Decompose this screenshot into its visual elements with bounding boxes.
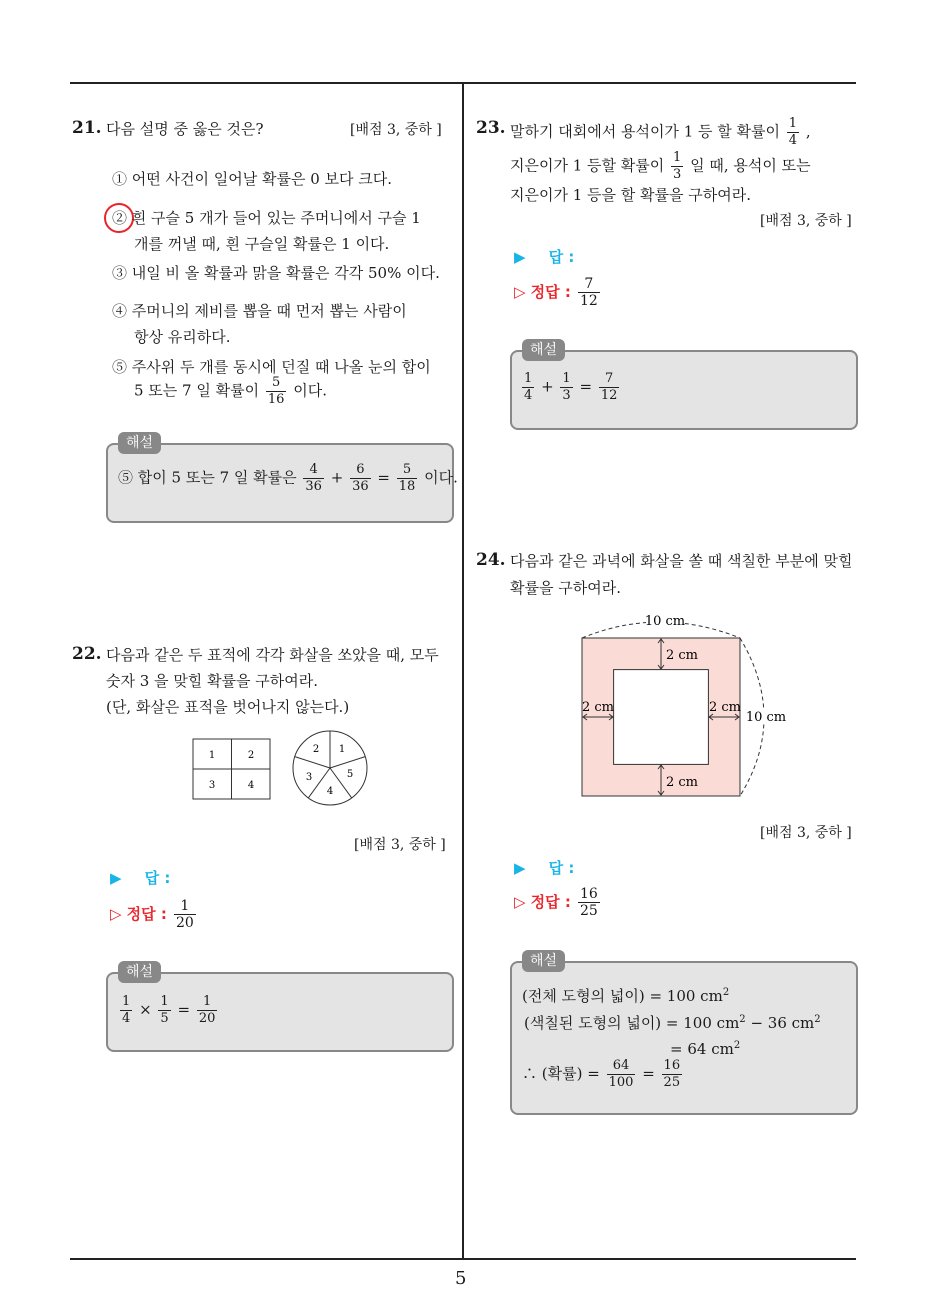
q23-line-1: 말하기 대회에서 용석이가 1 등 할 확률이 $\frac{1}{4}$ , [510, 116, 811, 148]
q22-line-1: 다음과 같은 두 표적에 각각 화살을 쏘았을 때, 모두 [106, 646, 439, 664]
q22-explanation-tag: 해설 [118, 961, 161, 983]
q21-option-3: ③ 내일 비 올 확률과 맑을 확률은 각각 50% 이다. [112, 264, 440, 282]
q24-answer-row[interactable]: ▶ 답 : [514, 859, 575, 877]
q23-score: [배점 3, 중하 ] [760, 213, 852, 229]
q22-number: 22. [72, 644, 102, 664]
play-icon: ▶ [110, 869, 122, 887]
play-outline-icon: ▷ [110, 905, 122, 923]
q22-wheel-5: 5 [346, 769, 354, 780]
q24-label-2cm-top: 2 cm [665, 648, 699, 663]
q22-square-target [193, 739, 270, 799]
q22-grid-cell-2: 2 [247, 750, 255, 761]
q24-label-2cm-bottom: 2 cm [665, 775, 699, 790]
q24-label-top: 10 cm [644, 614, 686, 629]
q21-option-1: ① 어떤 사건이 일어날 확률은 0 보다 크다. [112, 170, 393, 188]
page-number: 5 [455, 1268, 467, 1289]
q22-grid-cell-4: 4 [247, 780, 255, 791]
q21-explanation: ⑤ 합이 5 또는 7 일 확률은 $\frac{4}{36}$ + $\frac{6}{36}$ = $\frac{5}{18}$ 이다. [118, 462, 458, 494]
play-outline-icon: ▷ [514, 283, 526, 301]
q21-score: [배점 3, 중하 ] [350, 122, 442, 138]
column-divider [462, 83, 464, 1259]
q21-explanation-tag: 해설 [118, 432, 161, 454]
q24-target-figure [570, 608, 800, 803]
q24-explanation-line-2: (색칠된 도형의 넓이) = 100 $cm^2 - 36$ $cm^2$ [524, 1014, 821, 1032]
q24-line-1: 다음과 같은 과녁에 화살을 쏠 때 색칠한 부분에 맞힐 [510, 552, 853, 570]
q22-grid-cell-1: 1 [208, 750, 216, 761]
q23-line-3: 지은이가 1 등을 할 확률을 구하여라. [510, 186, 752, 204]
q22-line-2: 숫자 3 을 맞힐 확률을 구하여라. [106, 672, 319, 690]
q22-grid-cell-3: 3 [208, 780, 216, 791]
q24-explanation-line-4: ∴ (확률) = $\frac{64}{100}$ = $\frac{16}{25}$ [522, 1058, 681, 1090]
q24-label-2cm-left: 2 cm [581, 700, 615, 715]
q23-correct-answer: ▷ 정답 : $\frac{7}{12}$ [514, 276, 598, 309]
q24-explanation-line-3: = 64 $cm^2$ [670, 1040, 741, 1058]
q23-explanation-tag: 해설 [522, 339, 565, 361]
q23-number: 23. [476, 118, 506, 138]
q24-label-2cm-right: 2 cm [708, 700, 742, 715]
q21-option-5a: ⑤ 주사위 두 개를 동시에 던질 때 나올 눈의 합이 [112, 358, 431, 376]
q23-explanation: $\frac{1}{4}$ + $\frac{1}{3}$ = $\frac{7}{12}$ [524, 371, 618, 403]
q22-wheel-1: 1 [338, 744, 346, 755]
q21-option-4a: ④ 주머니의 제비를 뽑을 때 먼저 뽑는 사람이 [112, 302, 407, 320]
q24-explanation-line-1: (전체 도형의 넓이) = 100 $cm^2$ [522, 987, 730, 1005]
q21-option-4b: 항상 유리하다. [134, 328, 231, 346]
q22-target-figures [190, 730, 380, 812]
q23-line-2: 지은이가 1 등할 확률이 $\frac{1}{3}$ 일 때, 용석이 또는 [510, 150, 811, 182]
q22-score: [배점 3, 중하 ] [354, 837, 446, 853]
q21-number: 21. [72, 118, 102, 138]
q22-answer-row[interactable]: ▶ 답 : [110, 869, 171, 887]
q22-explanation: $\frac{1}{4}$ × $\frac{1}{5}$ = $\frac{1}{20}$ [122, 994, 216, 1026]
q22-wheel-3: 3 [305, 772, 313, 783]
q24-score: [배점 3, 중하 ] [760, 825, 852, 841]
q24-line-2: 확률을 구하여라. [510, 579, 621, 597]
q22-line-3: (단, 화살은 표적을 벗어나지 않는다.) [106, 698, 350, 716]
q24-inner-white-square [614, 670, 709, 765]
fraction: $\frac{5}{16}$ [267, 375, 285, 407]
q24-explanation-tag: 해설 [522, 950, 565, 972]
q22-wheel-2: 2 [312, 744, 320, 755]
q23-answer-row[interactable]: ▶ 답 : [514, 248, 575, 266]
q24-correct-answer: ▷ 정답 : $\frac{16}{25}$ [514, 886, 598, 919]
play-icon: ▶ [514, 248, 526, 266]
q21-option-2a: ② 흰 구슬 5 개가 들어 있는 주머니에서 구슬 1 [112, 209, 421, 227]
q22-wheel-4: 4 [326, 786, 334, 797]
q21-question: 다음 설명 중 옳은 것은? [106, 120, 264, 138]
q21-option-2b: 개를 꺼낼 때, 흰 구슬일 확률은 1 이다. [134, 235, 390, 253]
q22-correct-answer: ▷ 정답 : $\frac{1}{20}$ [110, 898, 194, 931]
q24-label-right: 10 cm [745, 710, 787, 725]
play-icon: ▶ [514, 859, 526, 877]
play-outline-icon: ▷ [514, 893, 526, 911]
q21-option-5b: 5 또는 7 일 확률이 $\frac{5}{16}$ 이다. [134, 375, 327, 407]
q24-number: 24. [476, 550, 506, 570]
